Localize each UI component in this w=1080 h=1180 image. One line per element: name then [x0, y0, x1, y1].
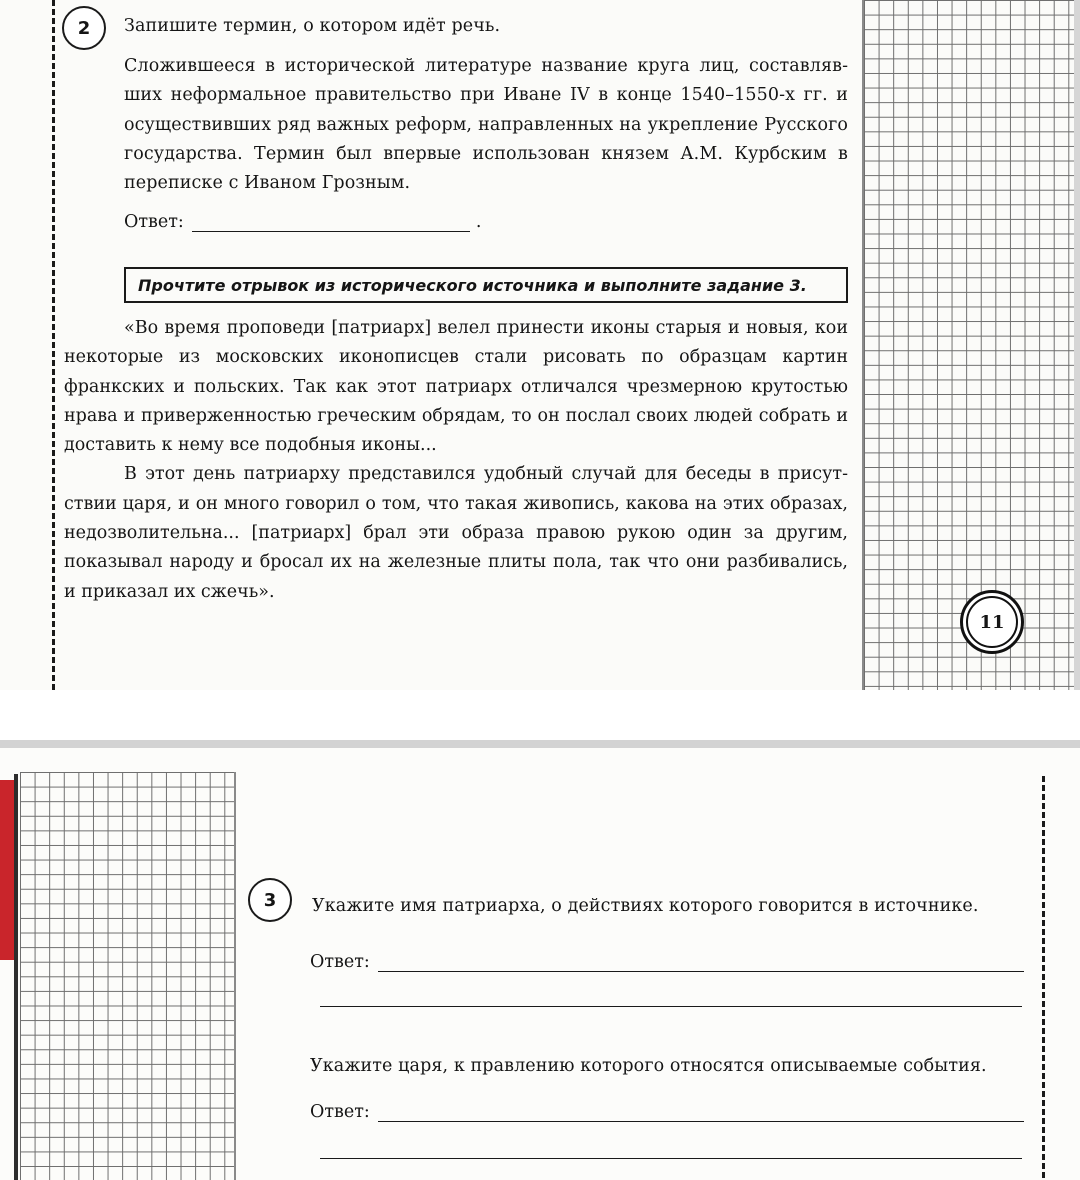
task-3-number-badge	[248, 878, 292, 922]
source-excerpt	[64, 314, 848, 607]
task-3-question-2: Укажите царя, к правлению которого относятся описываемые события.	[310, 1056, 987, 1076]
page-number: 11	[966, 596, 1018, 648]
task-3-answer-1-label: Ответ:	[310, 952, 370, 972]
grid-margin	[20, 772, 236, 1180]
task-3-number: 3	[263, 889, 277, 911]
page-gap	[0, 690, 1080, 740]
task-3-answer-1-row	[310, 952, 1024, 972]
task-3-answer-2-extra-line[interactable]	[320, 1158, 1022, 1159]
task-2-answer-period: .	[475, 212, 482, 232]
task-2-body: Сложившееся в исторической литературе название круга лиц, составлявших неформальное правительство при Иване IV в конце 1540–1550-х гг. и осуществивших ряд важных реформ, направленных на укрепление Русского государства. Термин был впервые использован князем А.М. Курбским в переписке с Иваном Грозным.	[124, 56, 848, 194]
dashed-cut-line	[1042, 776, 1045, 1180]
task-3-answer-1-extra-line[interactable]	[320, 1006, 1022, 1007]
red-page-edge	[0, 780, 14, 960]
page-number-badge	[960, 590, 1024, 654]
task-2-answer-row	[124, 212, 481, 232]
page-binding-edge	[14, 774, 18, 1180]
task-2-number: 2	[77, 17, 91, 39]
source-paragraph-2: В этот день патриарху представился удобный случай для беседы в присутствии царя, и он много говорил о том, что такая живопись, какова на этих образах, недозволительна... [патриарх] брал эти образа правою рукою один за другим, показывал народу и бросал их на железные плиты пола, так что они разбивались, и приказал их сжечь».	[64, 464, 848, 602]
task-2-answer-line[interactable]	[192, 214, 470, 232]
task-3-answer-2-label: Ответ:	[310, 1102, 370, 1122]
source-paragraph-1: «Во время проповеди [патриарх] велел принести иконы старыя и новыя, кои некоторые из московских иконописцев стали рисовать по образцам картин франкских и польских. Так как этот патриарх отличался чрезмерною крутостью нрава и приверженностью греческим обрядам, то он послал своих людей собрать и доставить к нему все подобныя иконы...	[64, 318, 848, 456]
source-instruction-box: Прочтите отрывок из исторического источника и выполните задание 3.	[124, 267, 848, 303]
task-2-title: Запишите термин, о котором идёт речь.	[124, 16, 501, 36]
task-3-answer-1-line[interactable]	[378, 954, 1024, 972]
bottom-page	[0, 740, 1080, 1180]
task-2-answer-label: Ответ:	[124, 212, 184, 232]
dashed-cut-line	[52, 0, 55, 690]
task-3-answer-2-line[interactable]	[378, 1104, 1024, 1122]
grid-margin	[862, 0, 1080, 690]
task-3-question-1: Укажите имя патриарха, о действиях которого говорится в источнике.	[312, 896, 979, 916]
task-3-answer-2-row	[310, 1102, 1024, 1122]
task-2-number-badge	[62, 6, 106, 50]
